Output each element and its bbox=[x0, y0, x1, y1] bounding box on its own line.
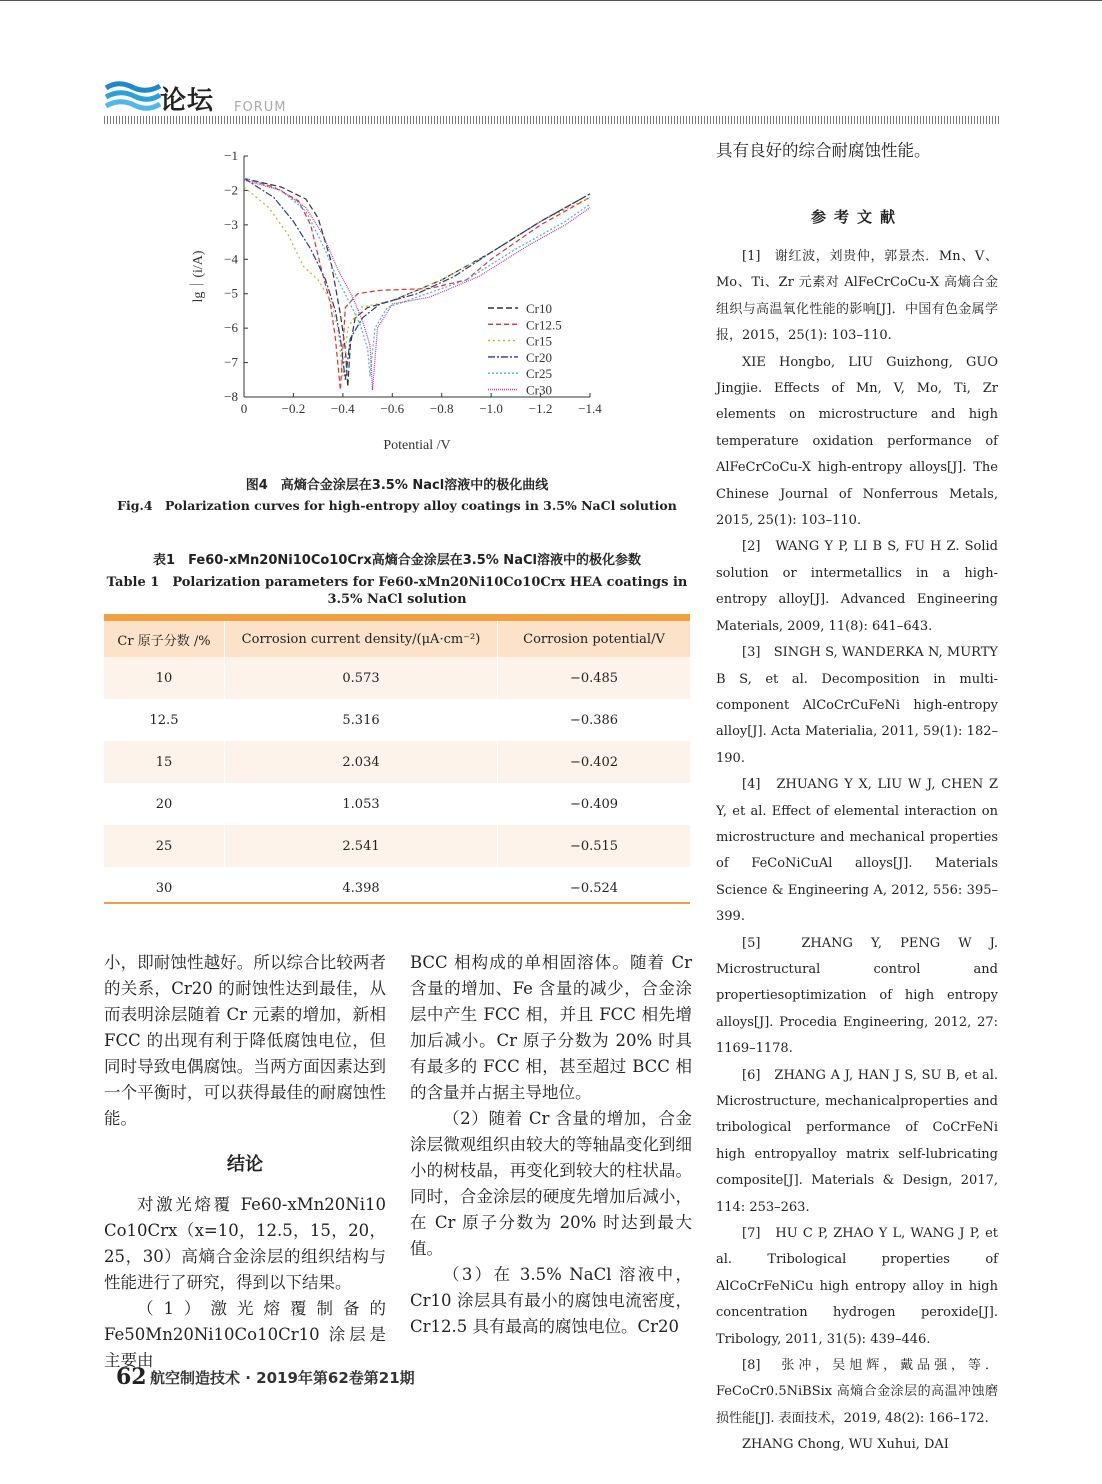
table-cell: 12.5 bbox=[104, 699, 225, 741]
reference-item: [2] WANG Y P, LI B S, FU H Z. Solid solution or intermetallics in a high-entropy alloy[J]. Advanced Engineering Materials, 2009, 11(8): 641–643. bbox=[716, 539, 998, 634]
y-tick-label: −5 bbox=[224, 285, 238, 301]
table-cell: 30 bbox=[104, 867, 225, 909]
table-cell: −0.515 bbox=[498, 825, 691, 867]
body-column-2 bbox=[410, 950, 692, 1340]
table-row bbox=[104, 741, 690, 783]
column-header: Cr 原子分数 /% bbox=[104, 618, 225, 658]
y-tick-label: −8 bbox=[224, 389, 238, 404]
body-paragraph: （2）随着 Cr 含量的增加，合金涂层微观组织由较大的等轴晶变化到细小的树枝晶，再变化到较大的柱状晶。同时，合金涂层的硬度先增加后减小，在 Cr 原子分数为 20% 时达到最大值。 bbox=[410, 1109, 692, 1258]
body-paragraph: 具有良好的综合耐腐蚀性能。 bbox=[716, 141, 931, 160]
body-paragraph: 小，即耐蚀性越好。所以综合比较两者的关系，Cr20 的耐蚀性达到最佳，从而表明涂层随着 Cr 元素的增加，新相 FCC 的出现有利于降低腐蚀电位，但同时导致电偶腐蚀。当两方面因素达到一个平衡时，可以获得最佳的耐腐蚀性能。 bbox=[104, 953, 386, 1128]
y-tick-label: −1 bbox=[224, 148, 238, 163]
table-cell: 25 bbox=[104, 825, 225, 867]
x-axis-label: Potential /V bbox=[383, 438, 451, 453]
table-caption-cn: 表1 Fe60-xMn20Ni10Co10Crx高熵合金涂层在3.5% NaCl溶液中的极化参数 bbox=[153, 553, 641, 568]
reference-item: [6] ZHANG A J, HAN J S, SU B, et al. Microstructure, mechanicalproperties and tribological performance of CoCrFeNi high entropyalloy matrix self-lubricating composite[J]. Materials & Design, 2017, 114: 253–263. bbox=[716, 1067, 998, 1215]
legend-label: Cr25 bbox=[526, 366, 552, 382]
figure-caption-en: Fig.4 Polarization curves for high-entropy alloy coatings in 3.5% NaCl solution bbox=[117, 498, 677, 513]
y-tick-label: −4 bbox=[224, 251, 238, 267]
table-cell: −0.409 bbox=[498, 783, 691, 825]
reference-item: [7] HU C P, ZHAO Y L, WANG J P, et al. Tribological properties of AlCoCrFeNiCu high entropy alloy in high concentration hydrogen peroxide[J]. Tribology, 2011, 31(5): 439–446. bbox=[716, 1226, 998, 1347]
y-tick-label: −3 bbox=[224, 216, 238, 232]
section-title-en: FORUM bbox=[234, 100, 287, 115]
journal-name: 航空制造技术 · 2019年第62卷第21期 bbox=[150, 1369, 415, 1387]
reference-item: [4] ZHUANG Y X, LIU W J, CHEN Z Y, et al. Effect of elemental interaction on microstructure and mechanical properties of FeCoNiCuAl alloys[J]. Materials Science & Engineering A, 2012, 556: 395–399. bbox=[716, 777, 998, 925]
table-cell: −0.524 bbox=[498, 867, 691, 909]
table-row bbox=[104, 699, 690, 741]
polarization-chart bbox=[180, 140, 620, 465]
column-header: Corrosion potential/V bbox=[498, 618, 691, 658]
table-row bbox=[104, 825, 690, 867]
x-tick-label: 0 bbox=[240, 401, 248, 416]
references-heading: 参考文献 bbox=[810, 208, 903, 226]
table-row bbox=[104, 657, 690, 699]
table-cell: 0.573 bbox=[225, 657, 498, 699]
table-cell: 10 bbox=[104, 657, 225, 699]
y-tick-label: −6 bbox=[224, 320, 238, 336]
reference-item: [3] SINGH S, WANDERKA N, MURTY B S, et al. Decomposition in multi-component AlCoCrCuFeNi high-entropy alloy[J]. Acta Materialia, 2011, 59(1): 182–190. bbox=[716, 645, 998, 766]
y-tick-label: −2 bbox=[224, 182, 238, 198]
body-paragraph: （1）激光熔覆制备的 Fe50Mn20Ni10Co10Cr10 涂层是主要由 bbox=[104, 1299, 386, 1370]
reference-item: [8] 张冲，吴旭辉，戴品强，等．FeCoCr0.5NiBSix 高熵合金涂层的高温冲蚀磨损性能[J]. 表面技术，2019, 48(2): 166–172. bbox=[716, 1358, 998, 1426]
x-tick-label: −0.4 bbox=[331, 401, 355, 416]
legend-label: Cr10 bbox=[526, 301, 552, 316]
x-tick-label: −0.2 bbox=[281, 401, 306, 416]
table-cell: 2.034 bbox=[225, 741, 498, 783]
reference-item: [5] ZHANG Y, PENG W J. Microstructural control and propertiesoptimization of high entropy alloys[J]. Procedia Engineering, 2012, 27: 1169–1178. bbox=[716, 935, 998, 1057]
table-caption-en-cont: 3.5% NaCl solution bbox=[327, 592, 467, 607]
x-tick-label: −1.2 bbox=[528, 401, 553, 416]
figure-caption-cn: 图4 高熵合金涂层在3.5% Nacl溶液中的极化曲线 bbox=[245, 478, 549, 493]
y-axis-label: lg｜(i/A) bbox=[191, 250, 206, 303]
reference-item: ZHANG Chong, WU Xuhui, DAI bbox=[742, 1437, 949, 1453]
table-cell: −0.402 bbox=[498, 741, 691, 783]
section-title: 论坛 bbox=[160, 86, 215, 116]
table-cell: 15 bbox=[104, 741, 225, 783]
page-number: 62 bbox=[116, 1364, 147, 1390]
header-rule bbox=[104, 116, 1000, 124]
x-tick-label: −1.4 bbox=[578, 401, 602, 416]
legend-label: Cr15 bbox=[526, 333, 552, 349]
table-cell: 2.541 bbox=[225, 825, 498, 867]
reference-list bbox=[716, 244, 998, 1459]
table-cell: 5.316 bbox=[225, 699, 498, 741]
conclusion-heading: 结论 bbox=[227, 1154, 263, 1175]
table-cell: 1.053 bbox=[225, 783, 498, 825]
reference-item: XIE Hongbo, LIU Guizhong, GUO Jingjie. Effects of Mn, V, Mo, Ti, Zr elements on microstructure and high temperature oxidation performance of AlFeCrCoCu-X high-entropy alloys[J]. The Chinese Journal of Nonferrous Metals, 2015, 25(1): 103–110. bbox=[716, 354, 998, 529]
x-tick-label: −0.8 bbox=[429, 401, 454, 416]
y-tick-label: −7 bbox=[224, 354, 238, 370]
legend-label: Cr12.5 bbox=[526, 317, 562, 333]
table-cell: −0.386 bbox=[498, 699, 691, 741]
top-rule bbox=[0, 0, 1102, 1]
body-paragraph: （3）在 3.5% NaCl 溶液中，Cr10 涂层具有最小的腐蚀电流密度，Cr12.5 具有最高的腐蚀电位。Cr20 bbox=[410, 1265, 692, 1336]
table-cell: 20 bbox=[104, 783, 225, 825]
legend-label: Cr30 bbox=[526, 382, 552, 398]
table-caption-en: Table 1 Polarization parameters for Fe60-xMn20Ni10Co10Crx HEA coatings in bbox=[106, 575, 688, 590]
x-tick-label: −1.0 bbox=[479, 401, 503, 416]
table-row bbox=[104, 783, 690, 825]
polarization-table bbox=[104, 614, 690, 909]
body-column-3 bbox=[716, 138, 998, 1459]
body-column-1 bbox=[104, 950, 386, 1374]
body-paragraph: BCC 相构成的单相固溶体。随着 Cr 含量的增加、Fe 含量的减少，合金涂层中产生 FCC 相，并且 FCC 相先增加后减小。Cr 原子分数为 20% 时具有最多的 FCC 相，甚至超过 BCC 相的含量并占据主导地位。 bbox=[410, 953, 692, 1102]
table-cell: 4.398 bbox=[225, 867, 498, 909]
table-bottom-rule bbox=[104, 902, 690, 904]
body-paragraph: 对激光熔覆 Fe60-xMn20Ni10 Co10Crx（x=10，12.5，15，20，25，30）高熵合金涂层的组织结构与性能进行了研究，得到以下结果。 bbox=[104, 1195, 386, 1292]
table-header-row bbox=[104, 618, 690, 658]
table-cell: −0.485 bbox=[498, 657, 691, 699]
x-tick-label: −0.6 bbox=[380, 401, 405, 416]
column-header: Corrosion current density/(μA·cm⁻²) bbox=[225, 618, 498, 658]
legend-label: Cr20 bbox=[526, 349, 552, 365]
reference-item: [1] 谢红波，刘贵仲，郭景杰．Mn、V、Mo、Ti、Zr 元素对 AlFeCrCoCu-X 高熵合金组织与高温氧化性能的影响[J]．中国有色金属学报，2015，25(1): 103–110. bbox=[716, 249, 998, 344]
forum-logo-icon bbox=[104, 78, 162, 112]
